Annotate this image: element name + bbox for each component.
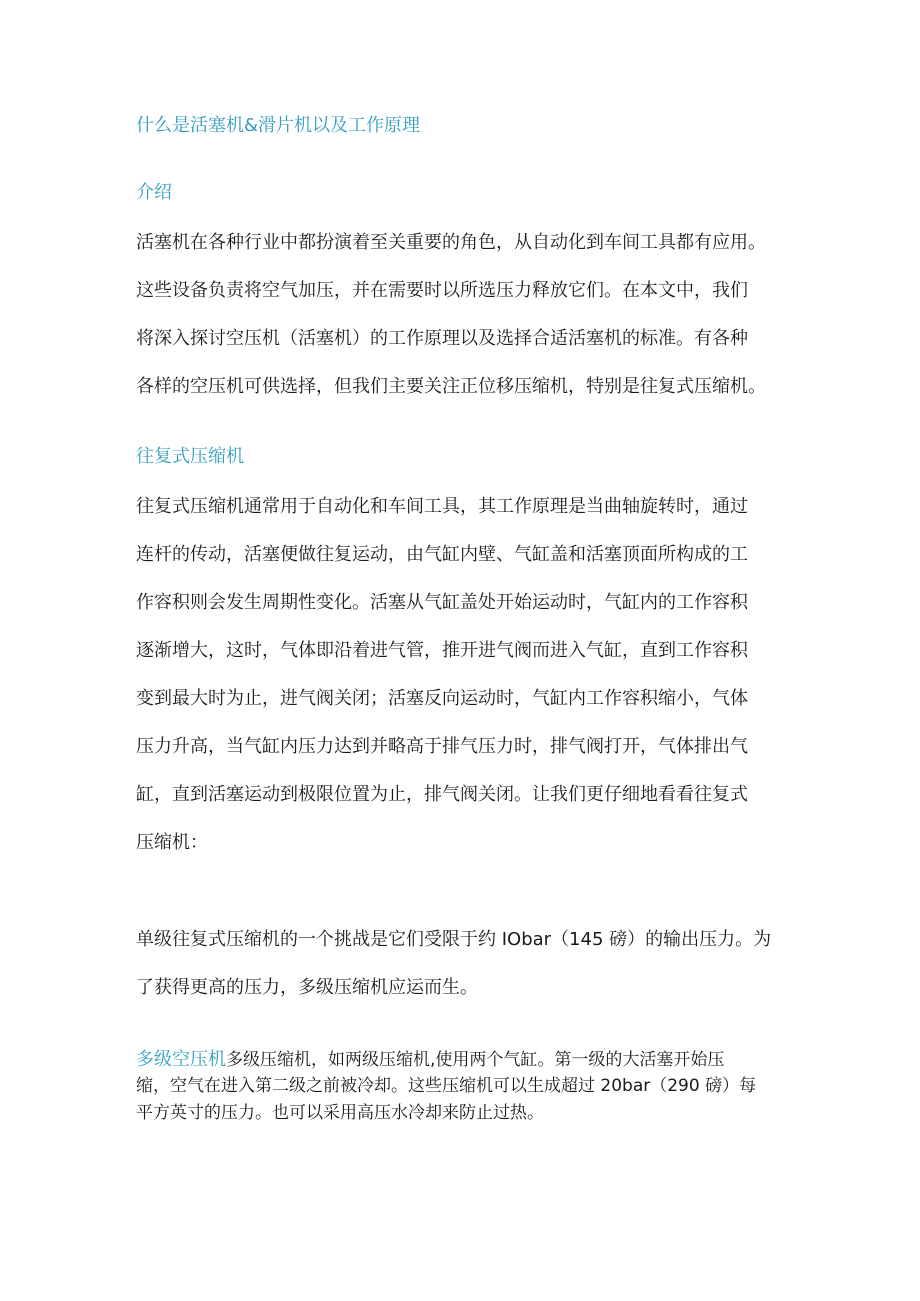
- paragraph-line: 缸，直到活塞运动到极限位置为止，排气阀关闭。让我们更仔细地看看往复式: [136, 784, 748, 805]
- paragraph-line: 连杆的传动，活塞便做往复运动，由气缸内壁、气缸盖和活塞顶面所构成的工: [136, 544, 748, 565]
- paragraph-line: 活塞机在各种行业中都扮演着至关重要的角色，从自动化到车间工具都有应用。: [136, 232, 766, 253]
- multi-stage-paragraph: [136, 1046, 784, 1127]
- single-stage-paragraph: [136, 916, 784, 1012]
- paragraph-line: 变到最大时为止，进气阀关闭；活塞反向运动时，气缸内工作容积缩小，气体: [136, 688, 748, 709]
- paragraph-line: 将深入探讨空压机（活塞机）的工作原理以及选择合适活塞机的标准。有各种: [136, 328, 748, 349]
- paragraph-text: 多级压缩机，如两级压缩机,使用两个气缸。第一级的大活塞开始压: [226, 1050, 725, 1070]
- paragraph-line: 平方英寸的压力。也可以采用高压水冷却来防止过热。: [136, 1103, 544, 1123]
- paragraph-line: 单级往复式压缩机的一个挑战是它们受限于约 IObar（145 磅）的输出压力。为: [136, 929, 772, 950]
- paragraph-line: 作容积则会发生周期性变化。活塞从气缸盖处开始运动时，气缸内的工作容积: [136, 592, 748, 613]
- paragraph-line: 压缩机：: [136, 832, 208, 853]
- paragraph-line: 各样的空压机可供选择，但我们主要关注正位移压缩机，特别是往复式压缩机。: [136, 376, 766, 397]
- paragraph-line: 压力升高，当气缸内压力达到并略高于排气压力时，排气阀打开，气体排出气: [136, 736, 748, 757]
- paragraph-line: [136, 1046, 784, 1073]
- paragraph-line: 往复式压缩机通常用于自动化和车间工具，其工作原理是当曲轴旋转时，通过: [136, 496, 748, 517]
- reciprocating-paragraph: [136, 483, 784, 867]
- paragraph-line: 逐渐增大，这时，气体即沿着进气管，推开进气阀而进入气缸，直到工作容积: [136, 640, 748, 661]
- section-heading-multi-stage: 多级空压机: [136, 1049, 226, 1070]
- paragraph-line: 缩，空气在进入第二级之前被冷却。这些压缩机可以生成超过 20bar（290 磅）每: [136, 1076, 757, 1096]
- intro-paragraph: [136, 219, 784, 411]
- section-heading-intro: 介绍: [136, 182, 172, 203]
- section-heading-reciprocating: 往复式压缩机: [136, 446, 244, 467]
- document-title: 什么是活塞机&滑片机以及工作原理: [136, 115, 421, 136]
- paragraph-line: 了获得更高的压力，多级压缩机应运而生。: [136, 977, 478, 998]
- paragraph-line: 这些设备负责将空气加压，并在需要时以所选压力释放它们。在本文中，我们: [136, 280, 748, 301]
